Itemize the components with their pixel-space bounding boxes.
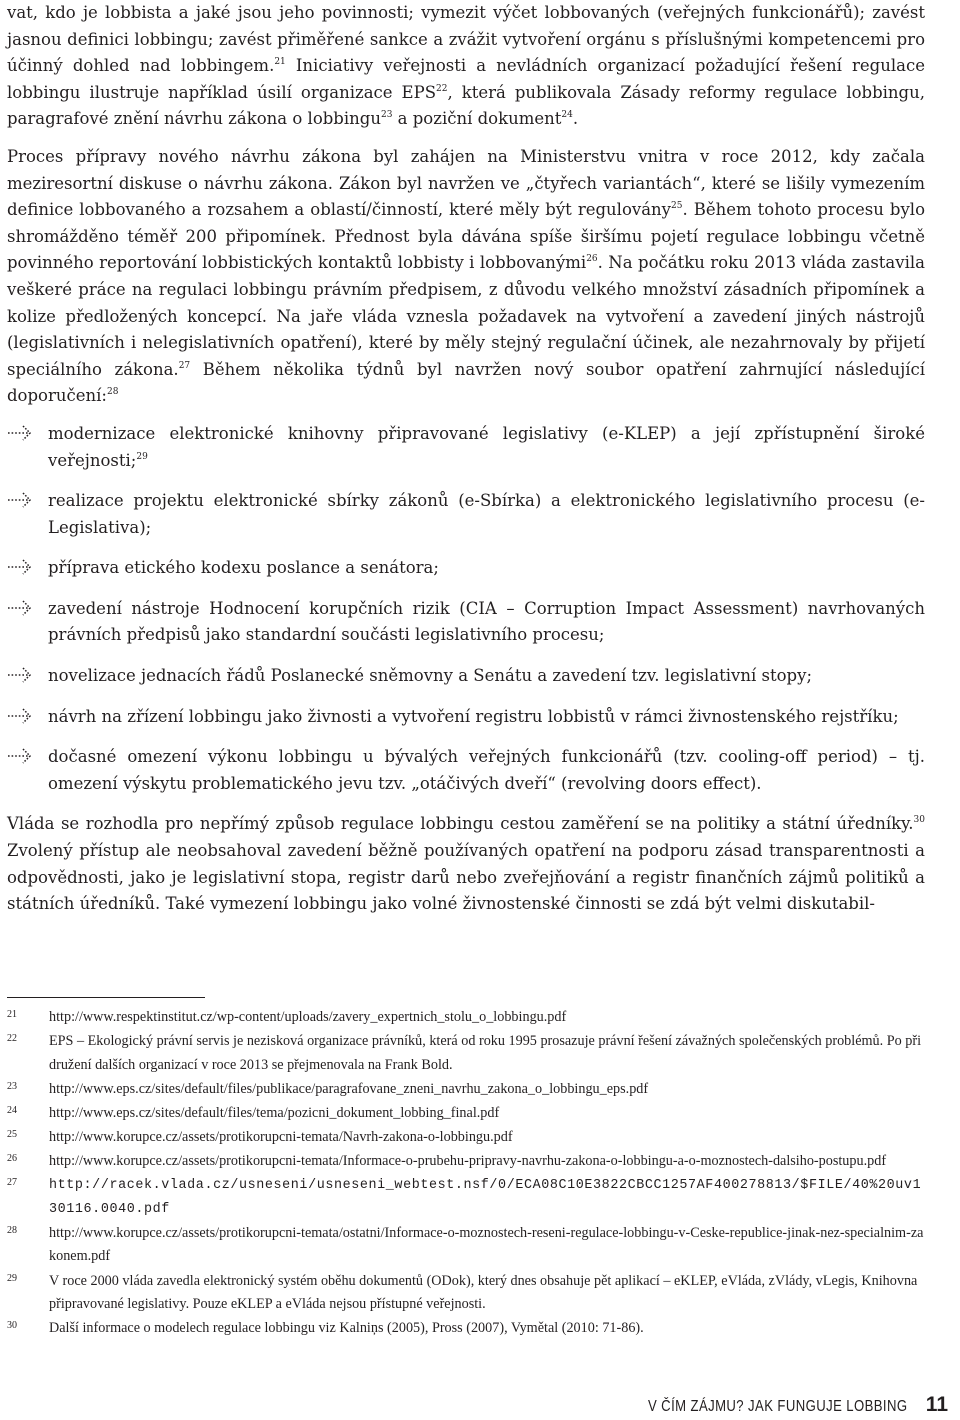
footnote	[7, 1078, 925, 1102]
page-footer	[591, 1393, 948, 1417]
footnote-reference[interactable]: 21	[274, 57, 286, 68]
dotted-arrow-icon	[7, 706, 35, 726]
list-item-text: modernizace elektronické knihovny připravované legislativy (e-KLEP) a její zpřístupnění široké veřejnosti;$^{29}$	[48, 423, 925, 470]
publication-title: V ČÍM ZÁJMU? JAK FUNGUJE LOBBING	[648, 1398, 908, 1415]
footnote-link[interactable]: http://www.korupce.cz/assets/protikorupcni-temata/ostatni/Informace-o-moznostech-reseni-regulace-lobbingu-v-Ceske-republice-jinak-nez-specialnim-zakonem.pdf	[49, 1224, 924, 1265]
list-item	[7, 704, 925, 731]
footnote-link[interactable]: http://www.eps.cz/sites/default/files/tema/pozicni_dokument_lobbing_final.pdf	[49, 1104, 500, 1121]
list-item	[7, 663, 925, 690]
footnote-link[interactable]: http://www.eps.cz/sites/default/files/publikace/paragrafovane_zneni_navrhu_zakona_o_lobbingu_eps.pdf	[49, 1080, 649, 1097]
footnote-number: 22	[7, 1033, 17, 1045]
list-item-text: návrh na zřízení lobbingu jako živnosti a vytvoření registru lobbistů v rámci živnostenského rejstříku;	[48, 706, 899, 726]
list-item-text: realizace projektu elektronické sbírky zákonů (e-Sbírka) a elektronického legislativního procesu (e-Legislativa);	[48, 491, 925, 537]
footnote-link[interactable]: http://www.korupce.cz/assets/protikorupcni-temata/Informace-o-prubehu-pripravy-navrhu-zakona-o-lobbingu-a-o-moznostech-dalsiho-postupu.pdf	[49, 1153, 887, 1170]
footnote-number: 26	[7, 1153, 17, 1165]
footnote-text: EPS – Ekologický právní servis je nezisková organizace právníků, která od roku 1995 prosazuje právní řešení závažných společenských problémů. Po přidružení dalších organizací v roce 2013 se přejmenovala na Frank Bold.	[49, 1033, 922, 1073]
footnote	[7, 1222, 925, 1269]
list-item	[7, 555, 925, 582]
footnote-link[interactable]: http://racek.vlada.cz/usneseni/usneseni_webtest.nsf/0/ECA08C10E3822CBCC1257AF400278813/$FILE/40%20uv130116.0040.pdf	[49, 1178, 922, 1217]
footnote-reference[interactable]: 25	[671, 201, 683, 212]
footnote-text: Další informace o modelech regulace lobbingu viz Kalniņs (2005), Pross (2007), Vymětal (2010: 71-86).	[49, 1320, 644, 1337]
dotted-arrow-icon	[7, 557, 35, 577]
footnote-reference[interactable]: 28	[106, 387, 119, 398]
footnote-number: 24	[7, 1104, 17, 1116]
footnote-number: 28	[7, 1224, 17, 1236]
list-item	[7, 421, 925, 474]
list-item-text: novelizace jednacích řádů Poslanecké sněmovny a Senátu a zavedení tzv. legislativní stopy;	[48, 666, 813, 686]
footnote-divider	[7, 997, 205, 998]
dotted-arrow-icon	[7, 423, 35, 443]
paragraph-intro: vat, kdo je lobbista a jaké jsou jeho povinnosti; vymezit výčet lobbovaných (veřejných funkcionářů); zavést jasnou definici lobbingu; zavést přiměřené sankce a zvážit vytvoření orgánu s příslušnými kompetencemi pro účinný dohled nad lobbingem.$^{21}$ Iniciativy veřejnosti a nevládních organizací požadující řešení regulace lobbingu ilustruje například úsilí organizace EPS$^{22}$, která publikovala Zásady reformy regulace lobbingu, paragrafové znění návrhu zákona o lobbingu$^{23}$ a poziční dokument$^{24}$.	[7, 3, 925, 129]
footnote	[7, 1270, 925, 1317]
footnote-reference[interactable]: 26	[586, 254, 598, 265]
footnote	[7, 1006, 925, 1030]
footnote-reference[interactable]: 27	[178, 360, 191, 371]
dotted-arrow-icon	[7, 746, 35, 766]
list-item-text: zavedení nástroje Hodnocení korupčních rizik (CIA – Corruption Impact Assessment) navrhovaných právních předpisů jako standardní součásti legislativního procesu;	[48, 598, 925, 645]
footnote-number: 21	[7, 1009, 17, 1020]
footnote-link[interactable]: http://www.respektinstitut.cz/wp-content/uploads/zavery_expertnich_stolu_o_lobbingu.pdf	[49, 1009, 567, 1025]
footnote-reference[interactable]: 23	[380, 110, 393, 121]
footnote-number: 25	[7, 1128, 17, 1140]
footnote	[7, 1126, 925, 1150]
footnote-reference[interactable]: 29	[136, 451, 148, 462]
footnote-number: 27	[7, 1177, 17, 1189]
dotted-arrow-icon	[7, 598, 35, 618]
footnote-reference[interactable]: 22	[436, 83, 448, 94]
page-number: 11	[925, 1393, 948, 1416]
recommendations-list	[7, 421, 925, 798]
paragraph-legislative-process: Proces přípravy nového návrhu zákona byl zahájen na Ministerstvu vnitra v roce 2012, kdy začala meziresortní diskuse o návrhu zákona. Zákon byl navržen ve „čtyřech variantách“, které se lišily vymezením definice lobbovaného a rozsahem a oblastí/činností, které měly být regulovány$^{25}$. Během tohoto procesu bylo shromážděno téměř 200 připomínek. Přednost byla dávána spíše širšímu pojetí regulace lobbingu včetně povinného reportování lobbistických kontaktů lobbisty i lobbovanými$^{26}$. Na počátku roku 2013 vláda zastavila veškeré práce na regulaci lobbingu právním předpisem, z důvodu velkého množství zásadních připomínek a kolize předložených koncepcí. Na jaře vláda vznesla požadavek na vytvoření a zavedení jiných nástrojů (legislativních i nelegislativních opatření), které by měly stejný regulační účinek, ale nezahrnovaly by přijetí speciálního zákona.$^{27}$ Během několika týdnů byl navržen nový soubor opatření zahrnující následující doporučení:$^{28}$	[7, 146, 925, 406]
footnote	[7, 1030, 925, 1077]
list-item	[7, 744, 925, 797]
list-item	[7, 596, 925, 649]
footnote	[7, 1317, 925, 1341]
footnote-reference[interactable]: 30	[913, 815, 925, 826]
footnote-number: 23	[7, 1080, 17, 1092]
footnote-number: 29	[7, 1272, 17, 1284]
footnote-text: V roce 2000 vláda zavedla elektronický systém oběhu dokumentů (ODok), který dnes obsahuje pět aplikací – eKLEP, eVláda, zVlády, vLegis, Knihovna připravované legislativy. Pouze eKLEP a eVláda nejsou přístupné veřejnosti.	[49, 1272, 918, 1313]
dotted-arrow-icon	[7, 490, 35, 510]
main-text	[7, 0, 925, 918]
list-item-text: dočasné omezení výkonu lobbingu u bývalých veřejných funkcionářů (tzv. cooling-off period) – tj. omezení výskytu problematického jevu tzv. „otáčivých dveří“ (revolving doors effect).	[48, 747, 925, 793]
paragraph-government-approach: Vláda se rozhodla pro nepřímý způsob regulace lobbingu cestou zaměření se na politiky a státní úředníky.$^{30}$ Zvolený přístup ale neobsahoval zavedení běžně používaných opatření na podporu zásad transparentnosti a odpovědnosti, jako je legislativní stopa, registr darů nebo zveřejňování a registr finančních zájmů politiků a státních úředníků. Také vymezení lobbingu jako volné živnostenské činnosti se zdá být velmi diskutabil-	[7, 814, 925, 914]
footnote-number: 30	[7, 1320, 17, 1332]
footnote	[7, 1174, 925, 1221]
footnotes	[7, 1006, 925, 1341]
footnote-reference[interactable]: 24	[561, 110, 573, 121]
list-item	[7, 488, 925, 541]
dotted-arrow-icon	[7, 665, 35, 685]
footnote	[7, 1150, 925, 1174]
list-item-text: příprava etického kodexu poslance a senátora;	[48, 558, 439, 578]
footnote	[7, 1102, 925, 1126]
footnote-link[interactable]: http://www.korupce.cz/assets/protikorupcni-temata/Navrh-zakona-o-lobbingu.pdf	[49, 1128, 513, 1145]
